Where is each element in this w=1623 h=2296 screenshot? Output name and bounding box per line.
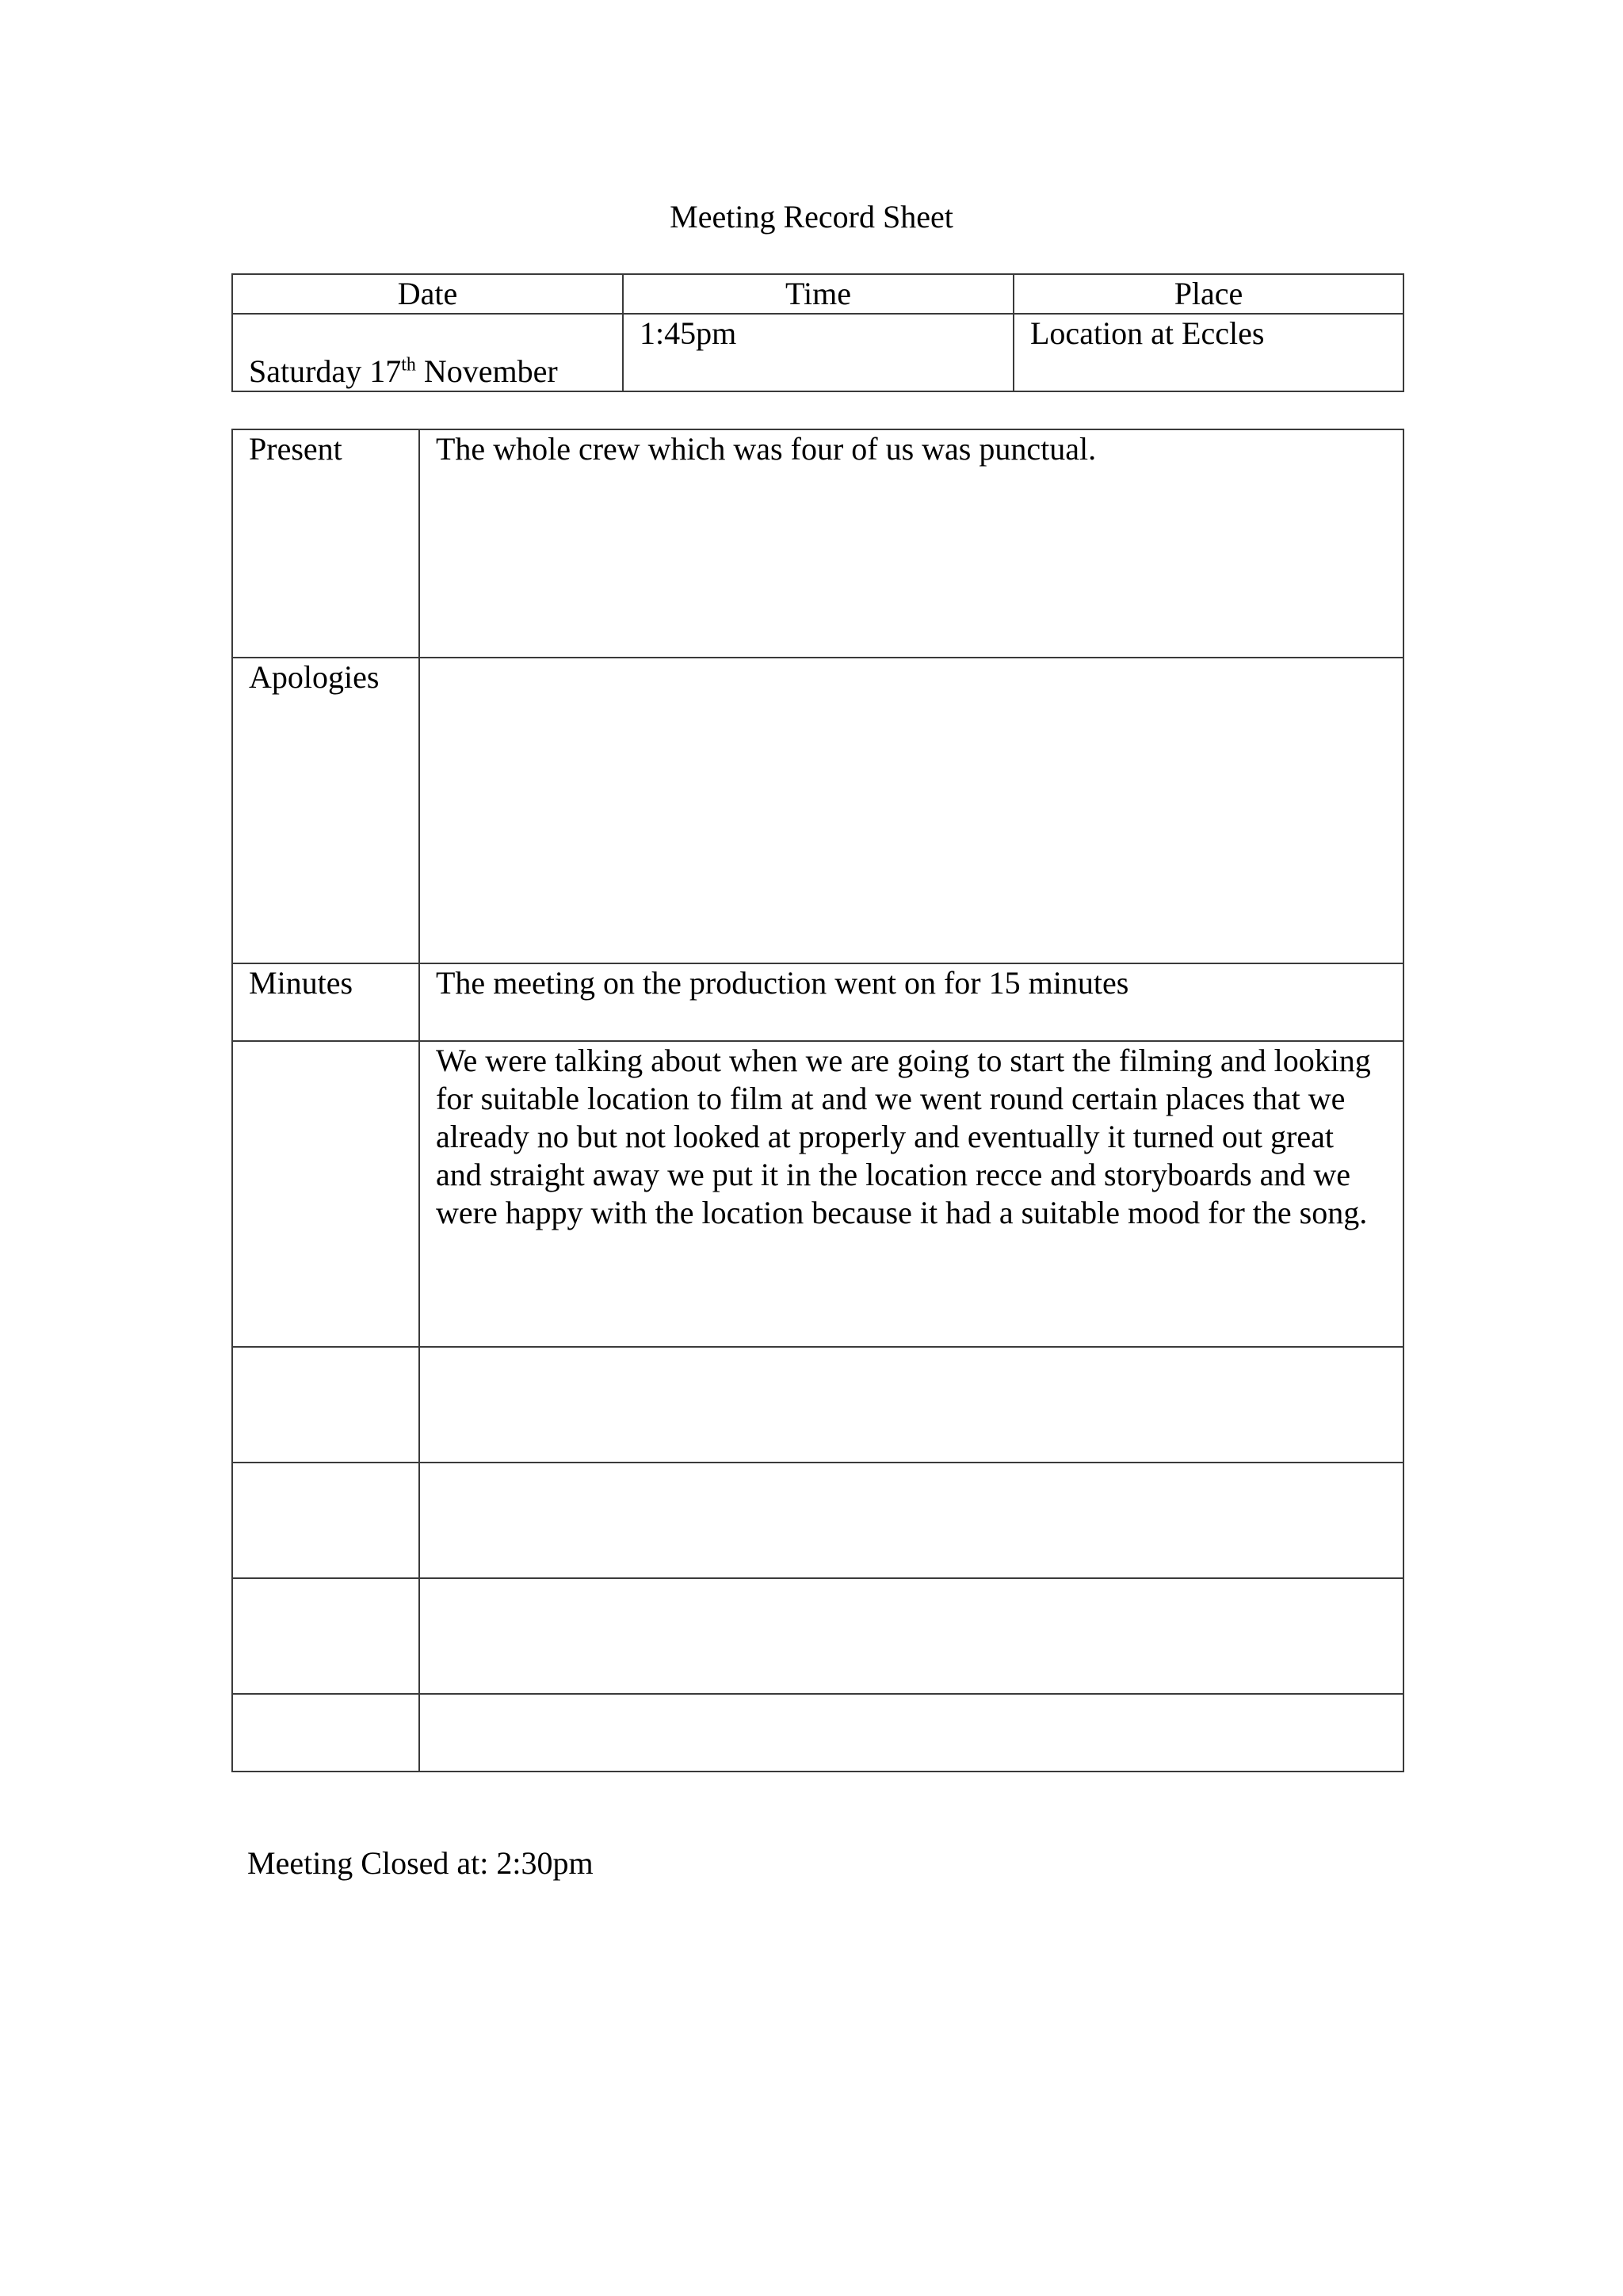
date-value [232,314,623,391]
blank-content [419,1578,1403,1694]
table-row [232,1041,1403,1347]
present-content: The whole crew which was four of us was punctual. [419,429,1403,658]
table-row [232,1694,1403,1772]
date-value-ordinal: th [401,354,416,376]
details-content: We were talking about when we are going to start the filming and looking for suitable location to film at and we went round certain places that we already no but not looked at properly and eventually it turned out great and straight away we put it in the location recce and storyboards and we were happy with the location because it had a suitable mood for the song. [419,1041,1403,1347]
time-header: Time [623,274,1014,314]
details-label [232,1041,419,1347]
blank-content [419,1463,1403,1578]
table-row [232,963,1403,1041]
meeting-closed-time: Meeting Closed at: 2:30pm [247,1845,594,1881]
page-title: Meeting Record Sheet [670,199,953,235]
table-row [232,658,1403,963]
meeting-details-table [231,429,1404,1772]
place-value: Location at Eccles [1014,314,1403,391]
present-label: Present [232,429,419,658]
time-value: 1:45pm [623,314,1014,391]
table-row [232,1578,1403,1694]
blank-label [232,1347,419,1463]
table-row [232,429,1403,658]
apologies-label: Apologies [232,658,419,963]
minutes-content: The meeting on the production went on for 15 minutes [419,963,1403,1041]
date-header: Date [232,274,623,314]
date-value-day: Saturday 17 [249,353,402,389]
table-row [232,1347,1403,1463]
header-label-row [232,274,1403,314]
date-value-month: November [415,353,558,389]
minutes-label: Minutes [232,963,419,1041]
blank-content [419,1694,1403,1772]
header-value-row [232,314,1403,391]
apologies-content [419,658,1403,963]
blank-label [232,1578,419,1694]
blank-label [232,1694,419,1772]
blank-content [419,1347,1403,1463]
meeting-header-table [231,273,1404,392]
place-header: Place [1014,274,1403,314]
table-row [232,1463,1403,1578]
blank-label [232,1463,419,1578]
